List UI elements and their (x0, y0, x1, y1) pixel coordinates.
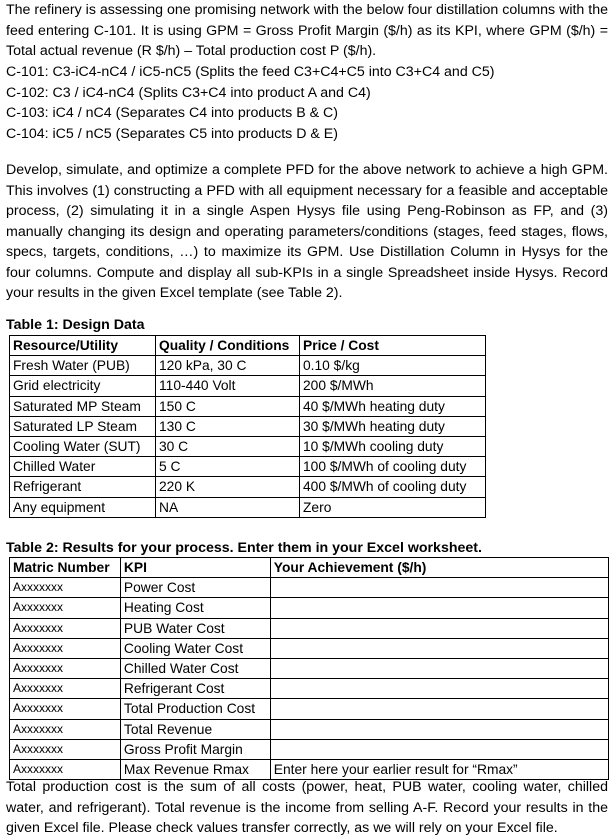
table-cell: Axxxxxxx (10, 638, 121, 658)
table-cell: Cooling Water Cost (120, 638, 270, 658)
table-cell: Axxxxxxx (10, 679, 121, 699)
header-cell: Matric Number (10, 558, 121, 578)
table-cell: Fresh Water (PUB) (10, 356, 156, 376)
table-cell (270, 598, 608, 618)
table-row (10, 376, 486, 396)
table-row (10, 497, 486, 517)
table-cell: Grid electricity (10, 376, 156, 396)
table-cell: NA (156, 497, 300, 517)
results-table (9, 557, 609, 780)
table-cell: Refrigerant (10, 477, 156, 497)
note-paragraph: Total production cost is the sum of all costs (power, heat, PUB water, cooling water, chilled water, and refrigerant). Total revenue is the income from selling A-F. Record your results in the given Excel file. Please check values transfer correctly, as we will rely on your Excel file. (6, 779, 608, 836)
table-cell: Gross Profit Margin (120, 739, 270, 759)
table-header-row (10, 558, 609, 578)
table-cell: 130 C (156, 416, 300, 436)
table-cell: Saturated LP Steam (10, 416, 156, 436)
table-row (10, 477, 486, 497)
table-row (10, 356, 486, 376)
table-cell: Chilled Water (10, 457, 156, 477)
table-cell: Chilled Water Cost (120, 658, 270, 678)
column-item: C-103: iC4 / nC4 (Separates C4 into products B & C) (6, 105, 338, 121)
table-row (10, 598, 609, 618)
header-cell: Quality / Conditions (156, 336, 300, 356)
table-cell: 220 K (156, 477, 300, 497)
header-cell: Resource/Utility (10, 336, 156, 356)
table-cell: Total Production Cost (120, 699, 270, 719)
table-cell: 30 C (156, 436, 300, 456)
table-cell (270, 739, 608, 759)
table-cell: 110-440 Volt (156, 376, 300, 396)
table-row (10, 679, 609, 699)
table-cell: Axxxxxxx (10, 578, 121, 598)
column-list (6, 62, 608, 144)
table-cell (270, 719, 608, 739)
table-cell (270, 679, 608, 699)
table-cell: Power Cost (120, 578, 270, 598)
table-row (10, 699, 609, 719)
table1-caption: Table 1: Design Data (6, 317, 145, 333)
column-item: C-101: C3-iC4-nC4 / iC5-nC5 (Splits the feed C3+C4+C5 into C3+C4 and C5) (6, 64, 495, 80)
table-cell: 150 C (156, 396, 300, 416)
table-row (10, 658, 609, 678)
table-cell: Zero (300, 497, 486, 517)
table-row (10, 436, 486, 456)
table-cell (270, 638, 608, 658)
table-cell: Axxxxxxx (10, 739, 121, 759)
table-cell: Axxxxxxx (10, 658, 121, 678)
table-row (10, 578, 609, 598)
table-cell (270, 658, 608, 678)
table-row (10, 416, 486, 436)
table-cell: 200 $/MWh (300, 376, 486, 396)
table-row (10, 739, 609, 759)
column-item: C-102: C3 / iC4-nC4 (Splits C3+C4 into product A and C4) (6, 84, 371, 101)
table-row (10, 719, 609, 739)
intro-paragraph: The refinery is assessing one promising network with the below four distillation columns with the feed entering C-101. It is using GPM = Gross Profit Margin ($/h) as its KPI, where GPM ($/h) = Total actual revenue (R $/h) – Total production cost P ($/h). (6, 2, 608, 59)
table-header-row (10, 336, 486, 356)
table-row (10, 457, 486, 477)
table-cell: Total Revenue (120, 719, 270, 739)
table-row (10, 618, 609, 638)
table-cell (270, 699, 608, 719)
table-cell: Axxxxxxx (10, 719, 121, 739)
table-cell: 40 $/MWh heating duty (300, 396, 486, 416)
header-cell: Price / Cost (300, 336, 486, 356)
table-cell: Axxxxxxx (10, 618, 121, 638)
table-cell: Saturated MP Steam (10, 396, 156, 416)
table-cell: Axxxxxxx (10, 759, 121, 779)
table-cell: Enter here your earlier result for “Rmax” (270, 759, 608, 779)
table-cell: Axxxxxxx (10, 699, 121, 719)
table-row (10, 638, 609, 658)
table-cell: 120 kPa, 30 C (156, 356, 300, 376)
table-row (10, 396, 486, 416)
table2-caption: Table 2: Results for your process. Enter them in your Excel worksheet. (6, 540, 482, 556)
header-cell: Your Achievement ($/h) (270, 558, 608, 578)
column-item: C-104: iC5 / nC5 (Separates C5 into products D & E) (6, 125, 338, 142)
table-cell: Axxxxxxx (10, 598, 121, 618)
table-cell: Max Revenue Rmax (120, 759, 270, 779)
design-data-table (9, 335, 486, 518)
table-cell: Cooling Water (SUT) (10, 436, 156, 456)
header-cell: KPI (120, 558, 270, 578)
table-cell: Any equipment (10, 497, 156, 517)
table-cell: 0.10 $/kg (300, 356, 486, 376)
table-cell: 5 C (156, 457, 300, 477)
task-paragraph: Develop, simulate, and optimize a complete PFD for the above network to achieve a high GPM. This involves (1) constructing a PFD with all equipment necessary for a feasible and acceptable process, (2) simulating it in a single Aspen Hysys file using Peng-Robinson as FP, and (3) manually changing its design and operating parameters/conditions (stages, feed stages, flows, specs, targets, conditions, …) to maximize its GPM. Use Distillation Column in Hysys for the four columns. Compute and display all sub-KPIs in a single Spreadsheet inside Hysys. Record your results in the given Excel template (see Table 2). (6, 162, 608, 301)
table-cell: 100 $/MWh of cooling duty (300, 457, 486, 477)
table-cell: Refrigerant Cost (120, 679, 270, 699)
table-cell: 10 $/MWh cooling duty (300, 436, 486, 456)
table-cell (270, 618, 608, 638)
table-cell: Heating Cost (120, 598, 270, 618)
table-cell: 30 $/MWh heating duty (300, 416, 486, 436)
table-cell: 400 $/MWh of cooling duty (300, 477, 486, 497)
table-cell (270, 578, 608, 598)
table-cell: PUB Water Cost (120, 618, 270, 638)
